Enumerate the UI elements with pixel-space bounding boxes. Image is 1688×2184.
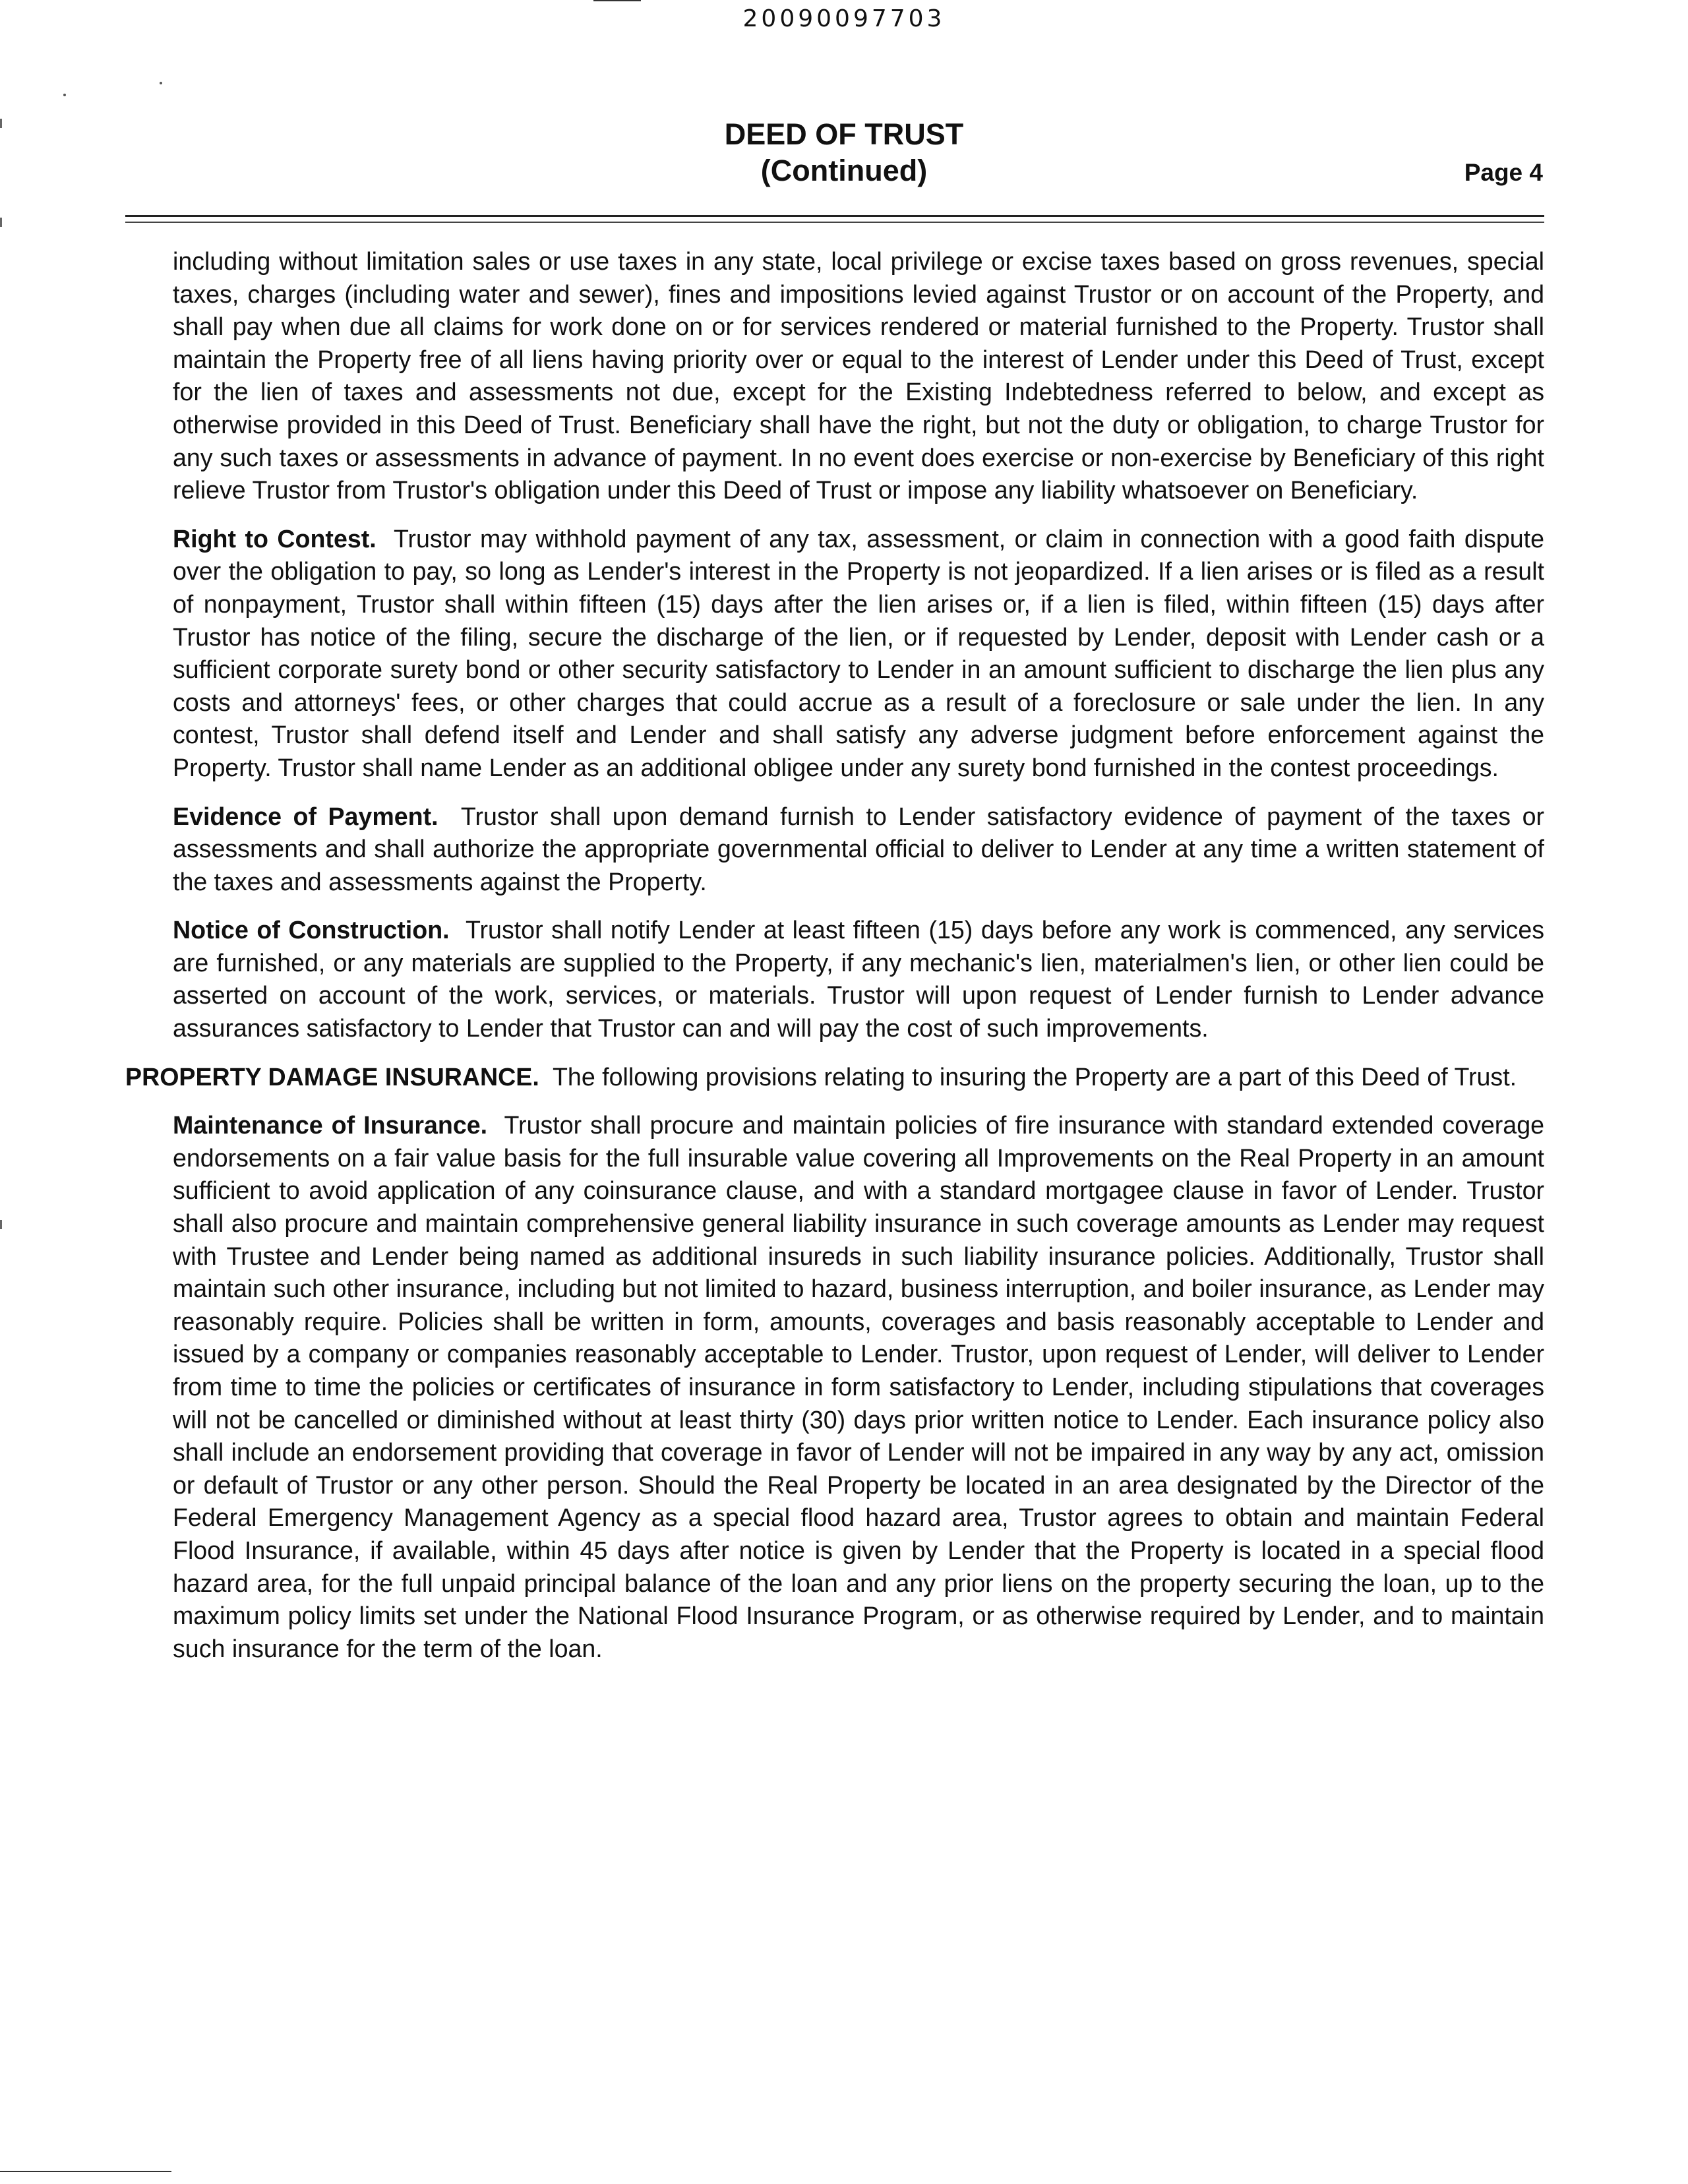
maintenance-of-insurance-paragraph	[173, 1109, 1544, 1665]
evidence-of-payment-heading: Evidence of Payment.	[173, 802, 438, 830]
scan-speck	[160, 82, 162, 84]
maintenance-of-insurance-text: Trustor shall procure and maintain policies of fire insurance with standard extended coverage endorsements on a fair value basis for the full insurable value covering all Improvements on the Real Property in an amount sufficient to avoid application of any coinsurance clause, and with a standard mortgagee clause in favor of Lender. Trustor shall also procure and maintain comprehensive general liability insurance in such coverage amounts as Lender may request with Trustee and Lender being named as additional insureds in such liability insurance policies. Additionally, Trustor shall maintain such other insurance, including but not limited to hazard, business interruption, and boiler insurance, as Lender may reasonably require. Policies shall be written in form, amounts, coverages and basis reasonably acceptable to Lender and issued by a company or companies reasonably acceptable to Lender. Trustor, upon request of Lender, will deliver to Lender from time to time the policies or certificates of insurance in form satisfactory to Lender, including stipulations that coverages will not be cancelled or diminished without at least thirty (30) days prior written notice to Lender. Each insurance policy also shall include an endorsement providing that coverage in favor of Lender will not be impaired in any way by any act, omission or default of Trustor or any other person. Should the Real Property be located in an area designated by the Director of the Federal Emergency Management Agency as a special flood hazard area, Trustor agrees to obtain and maintain Federal Flood Insurance, if available, within 45 days after notice is given by Lender that the Property is located in a special flood hazard area, for the full unpaid principal balance of the loan and any prior liens on the property securing the loan, up to the maximum policy limits set under the National Flood Insurance Program, or as otherwise required by Lender, and to maintain such insurance for the term of the loan.	[173, 1111, 1544, 1662]
title-line-1: DEED OF TRUST	[724, 117, 964, 151]
header-rule-top	[125, 215, 1544, 217]
top-scan-rule	[593, 0, 641, 1]
notice-of-construction-heading: Notice of Construction.	[173, 916, 450, 944]
scan-edge-mark	[0, 1220, 2, 1229]
evidence-of-payment-text: Trustor shall upon demand furnish to Lender satisfactory evidence of payment of the taxes or assessments and shall authorize the appropriate governmental official to deliver to Lender at any time a written statement of the taxes and assessments against the Property.	[173, 802, 1545, 895]
evidence-of-payment-paragraph	[173, 801, 1544, 899]
notice-of-construction-paragraph	[173, 914, 1544, 1045]
notice-of-construction-text: Trustor shall notify Lender at least fifteen (15) days before any work is commenced, any services are furnished, or any materials are supplied to the Property, if any mechanic's lien, materialmen's lien, or other lien could be asserted on account of the work, services, or materials. Trustor will upon request of Lender furnish to Lender advance assurances satisfactory to Lender that Trustor can and will pay the cost of such improvements.	[173, 916, 1545, 1043]
scan-edge-mark	[0, 218, 2, 227]
page-number: Page 4	[1464, 159, 1543, 186]
property-damage-insurance-heading: PROPERTY DAMAGE INSURANCE.	[125, 1062, 539, 1091]
taxes-continued-paragraph: including without limitation sales or use taxes in any state, local privilege or excise taxes based on gross revenues, special taxes, charges (including water and sewer), fines and impositions levied against Trustor or on account of the Property, and shall pay when due all claims for work done on or for services rendered or material furnished to the Property. Trustor shall maintain the Property free of all liens having priority over or equal to the interest of Lender under this Deed of Trust, except for the lien of taxes and assessments not due, except for the Existing Indebtedness referred to below, and except as otherwise provided in this Deed of Trust. Beneficiary shall have the right, but not the duty or obligation, to charge Trustor for any such taxes or assessments in advance of payment. In no event does exercise or non-exercise by Beneficiary of this right relieve Trustor from Trustor's obligation under this Deed of Trust or impose any liability whatsoever on Beneficiary.	[173, 247, 1544, 504]
maintenance-of-insurance-heading: Maintenance of Insurance.	[173, 1111, 488, 1139]
document-title	[0, 116, 1688, 189]
scan-speck	[63, 94, 66, 96]
document-body	[125, 245, 1544, 1681]
header-rule-bottom	[125, 222, 1544, 223]
property-damage-insurance-paragraph	[125, 1061, 1544, 1094]
property-damage-insurance-text: The following provisions relating to insuring the Property are a part of this Deed of Trust.	[552, 1062, 1517, 1091]
right-to-contest-heading: Right to Contest.	[173, 524, 377, 553]
title-line-2: (Continued)	[760, 154, 928, 187]
footer-scan-rule	[0, 2171, 171, 2172]
document-number: 20090097703	[742, 5, 946, 32]
right-to-contest-paragraph	[173, 523, 1544, 785]
right-to-contest-text: Trustor may withhold payment of any tax, assessment, or claim in connection with a good faith dispute over the obligation to pay, so long as Lender's interest in the Property is not jeopardized. If a lien arises or is filed as a result of nonpayment, Trustor shall within fifteen (15) days after the lien arises or, if a lien is filed, within fifteen (15) days after Trustor has notice of the filing, secure the discharge of the lien, or if requested by Lender, deposit with Lender cash or a sufficient corporate surety bond or other security satisfactory to Lender in an amount sufficient to discharge the lien plus any costs and attorneys' fees, or other charges that could accrue as a result of a foreclosure or sale under the lien. In any contest, Trustor shall defend itself and Lender and shall satisfy any adverse judgment before enforcement against the Property. Trustor shall name Lender as an additional obligee under any surety bond furnished in the contest proceedings.	[173, 524, 1544, 781]
